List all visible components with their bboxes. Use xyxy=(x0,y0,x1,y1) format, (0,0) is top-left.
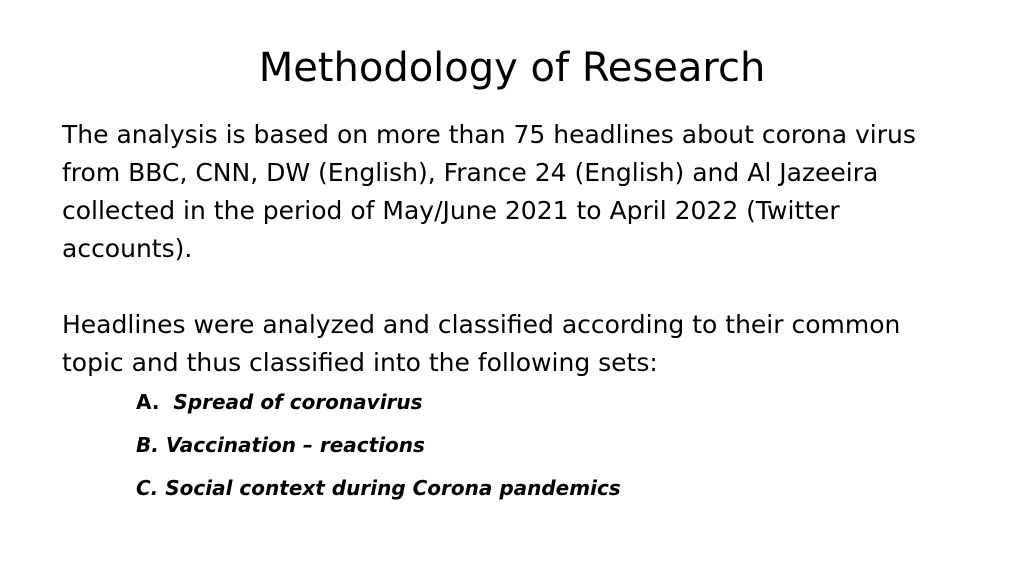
paragraph-analysis-basis: The analysis is based on more than 75 headlines about corona virus from BBC, CNN, DW (English), France 24 (English) and Al Jazeeira collected in the period of May/June 2021 to April 2022 (Twitter accounts). xyxy=(62,120,916,263)
set-text: Vaccination – reactions xyxy=(165,433,425,457)
set-marker: C. xyxy=(136,476,159,500)
sets-list xyxy=(136,388,962,502)
set-item-c xyxy=(136,474,962,502)
set-text: Spread of coronavirus xyxy=(173,390,423,414)
set-text: Social context during Corona pandemics xyxy=(165,476,621,500)
slide-body xyxy=(62,116,962,517)
slide-title: Methodology of Research xyxy=(258,45,766,91)
paragraph-classification: Headlines were analyzed and classified according to their common topic and thus classified into the following sets: xyxy=(62,310,901,377)
set-item-a xyxy=(136,388,962,416)
set-item-b xyxy=(136,431,962,459)
set-marker: B. xyxy=(136,433,159,457)
set-marker: A. xyxy=(136,390,160,414)
